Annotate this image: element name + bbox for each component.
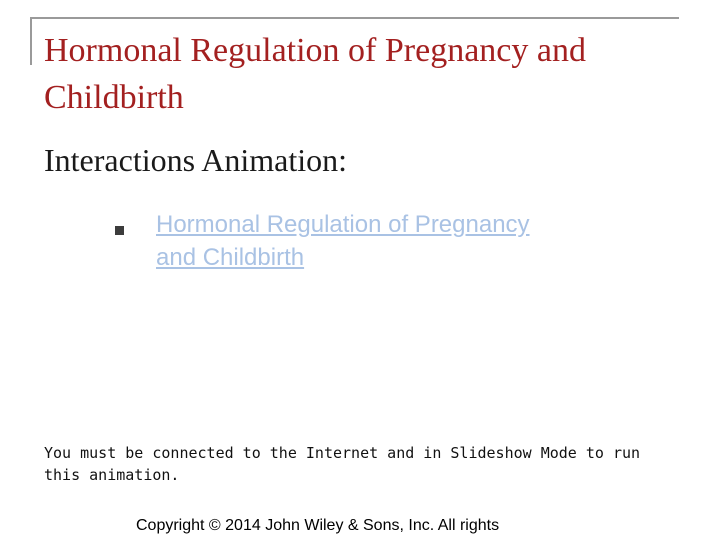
square-bullet-icon xyxy=(115,226,124,235)
slide-title: Hormonal Regulation of Pregnancy and Childbirth xyxy=(44,32,586,116)
internet-notice: You must be connected to the Internet and in Slideshow Mode to run this animation. xyxy=(44,444,641,484)
frame-left-line xyxy=(30,17,32,65)
animation-link[interactable]: Hormonal Regulation of Pregnancy and Childbirth xyxy=(156,211,530,271)
copyright-text: Copyright © 2014 John Wiley & Sons, Inc. All rights xyxy=(136,517,500,534)
frame-top-line xyxy=(30,17,679,19)
slide-subtitle: Interactions Animation: xyxy=(44,142,348,178)
